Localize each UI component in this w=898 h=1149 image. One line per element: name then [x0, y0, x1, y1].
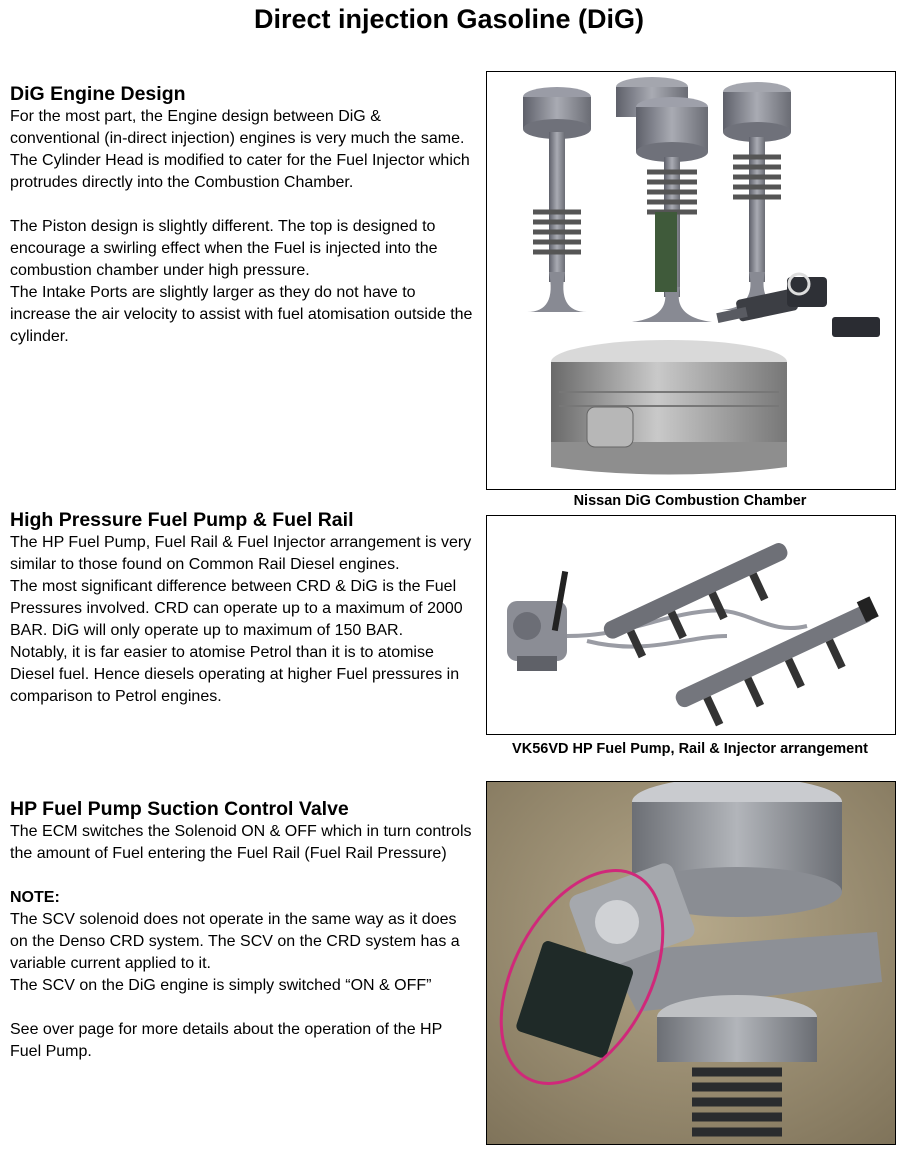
scv-para-3: The SCV on the DiG engine is simply switched “ON & OFF” [10, 977, 432, 994]
combustion-chamber-illustration [487, 72, 895, 489]
fuel-rail-figure [486, 515, 896, 735]
fuel-pump-section [10, 508, 475, 708]
scv-para-2: The SCV solenoid does not operate in the same way as it does on the Denso CRD system. The SCV on the CRD system has a variable current applied to it. [10, 911, 460, 972]
page-title: Direct injection Gasoline (DiG) [253, 4, 645, 34]
fuel-pump-heading: High Pressure Fuel Pump & Fuel Rail [10, 509, 354, 531]
engine-design-para-3: The Piston design is slightly different. The top is designed to encourage a swirling effect when the Fuel is injected into the combustion chamber under high pressure. [10, 218, 438, 279]
fuel-rail-caption: VK56VD HP Fuel Pump, Rail & Injector arrangement [512, 741, 868, 757]
fuel-pump-para-2: The most significant difference between CRD & DiG is the Fuel Pressures involved. CRD can operate up to a maximum of 2000 BAR. DiG will only operate up to maximum of 150 BAR. [10, 578, 463, 639]
scv-photo-figure [486, 781, 896, 1145]
engine-design-para-2: The Cylinder Head is modified to cater for the Fuel Injector which protrudes directly into the Combustion Chamber. [10, 152, 470, 191]
combustion-chamber-figure [486, 71, 896, 490]
combustion-chamber-caption: Nissan DiG Combustion Chamber [573, 493, 807, 509]
engine-design-section [10, 82, 475, 348]
scv-heading: HP Fuel Pump Suction Control Valve [10, 798, 349, 820]
fuel-rail-illustration [487, 516, 895, 734]
scv-para-4: See over page for more details about the operation of the HP Fuel Pump. [10, 1021, 442, 1060]
engine-design-para-1: For the most part, the Engine design between DiG & conventional (in-direct injection) engines is very much the same. [10, 108, 465, 147]
scv-para-1: The ECM switches the Solenoid ON & OFF which in turn controls the amount of Fuel entering the Fuel Rail (Fuel Rail Pressure) [10, 823, 472, 862]
fuel-pump-para-3: Notably, it is far easier to atomise Petrol than it is to atomise Diesel fuel. Hence diesels operating at higher Fuel pressures in comparison to Petrol engines. [10, 644, 460, 705]
scv-section [10, 797, 475, 1063]
engine-design-para-4: The Intake Ports are slightly larger as they do not have to increase the air velocity to assist with fuel atomisation outside the cylinder. [10, 284, 473, 345]
scv-note-label: NOTE: [10, 889, 60, 906]
scv-photo-illustration [487, 782, 895, 1144]
fuel-pump-para-1: The HP Fuel Pump, Fuel Rail & Fuel Injector arrangement is very similar to those found on Common Rail Diesel engines. [10, 534, 472, 573]
engine-design-heading: DiG Engine Design [10, 83, 186, 105]
